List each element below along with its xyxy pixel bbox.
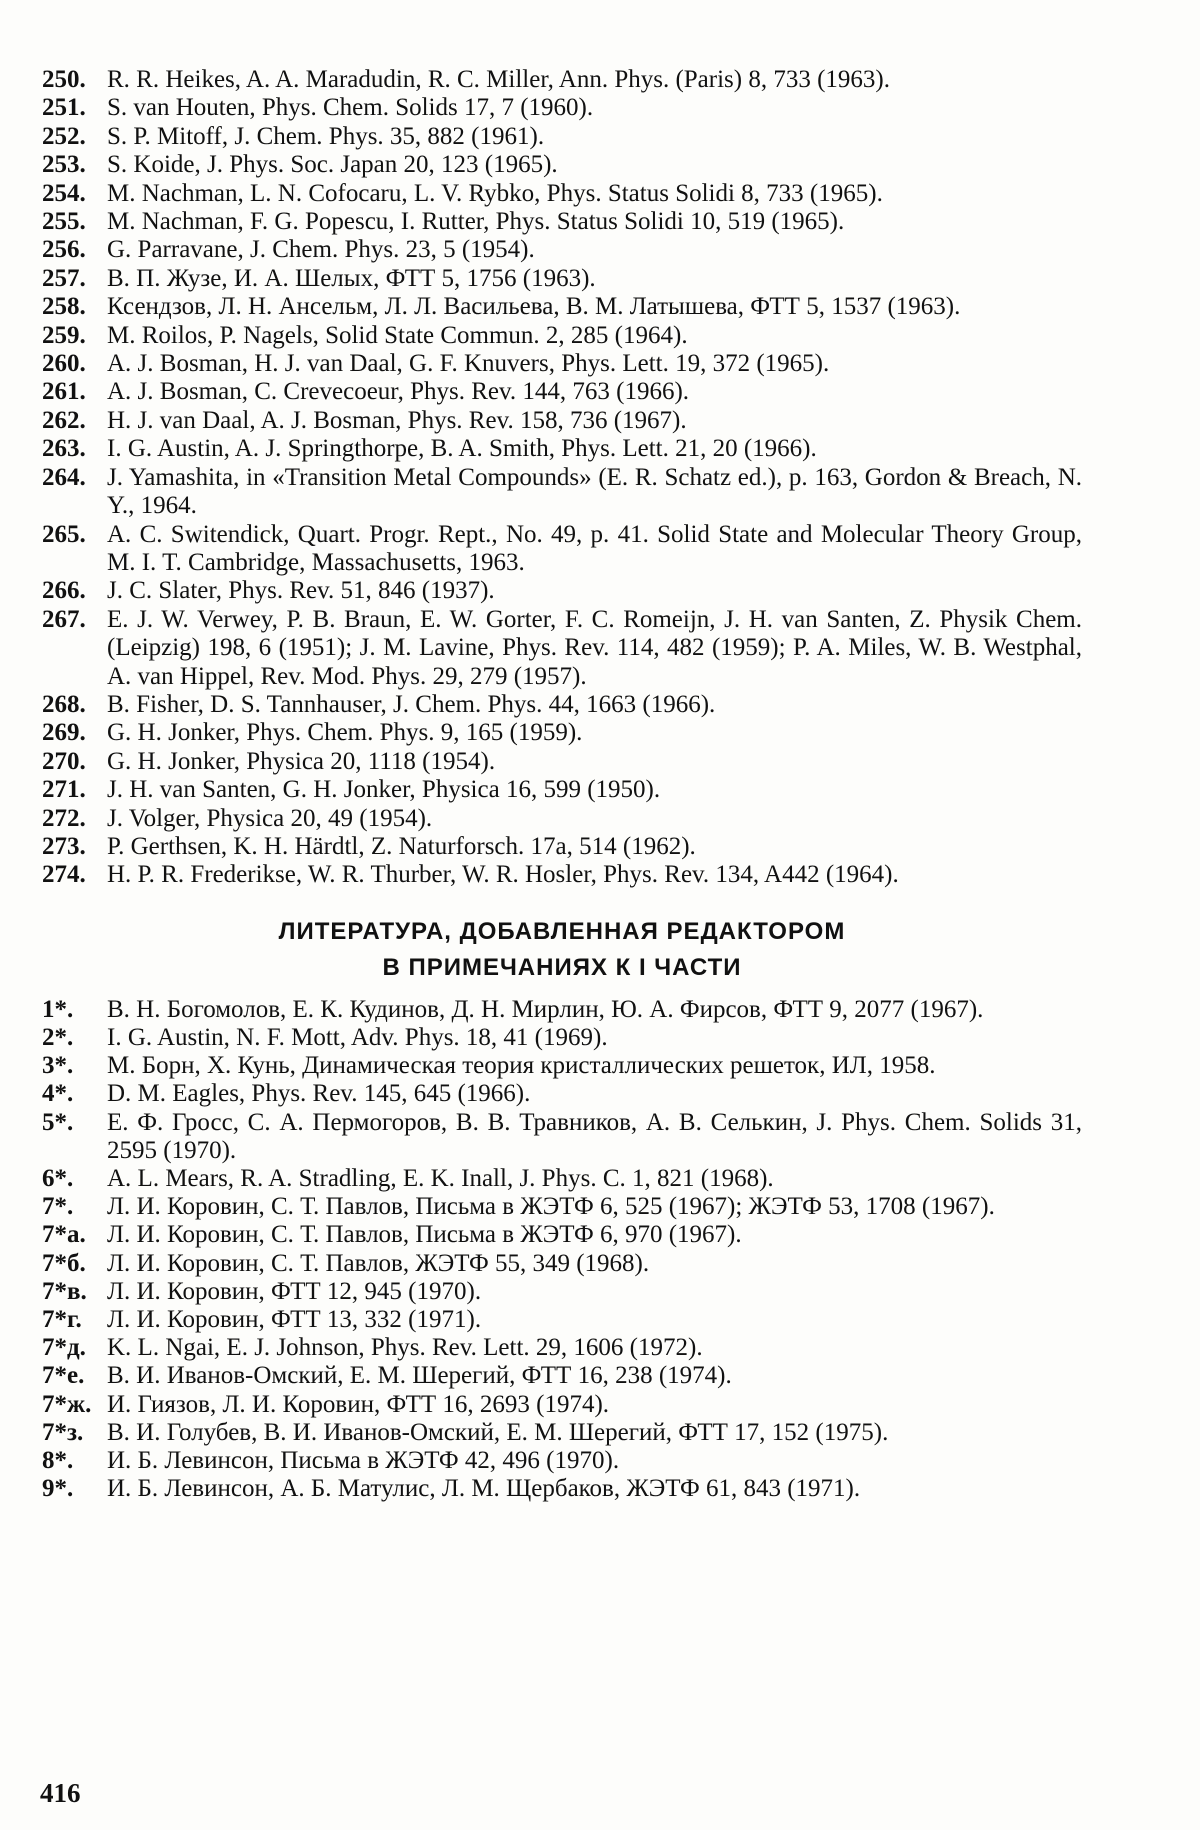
reference-number: 259.	[42, 321, 86, 349]
reference-number: 270.	[42, 747, 86, 775]
reference-number: 6*.	[42, 1165, 74, 1192]
reference-entry	[42, 719, 1082, 747]
reference-number: 9*.	[42, 1475, 74, 1503]
reference-entry	[42, 123, 1082, 151]
reference-entry	[42, 776, 1082, 804]
reference-number: 253.	[42, 151, 86, 179]
reference-entry	[42, 66, 1082, 94]
reference-number: 7*г.	[42, 1306, 82, 1334]
reference-number: 266.	[42, 577, 86, 605]
reference-entry	[42, 293, 1082, 321]
reference-number: 7*а.	[42, 1221, 86, 1249]
reference-text: Л. И. Коровин, ФТТ 13, 332 (1971).	[107, 1306, 482, 1334]
reference-text: A. J. Bosman, C. Crevecoeur, Phys. Rev. 144, 763 (1966).	[107, 378, 690, 406]
reference-entry	[42, 1447, 1082, 1475]
reference-entry	[42, 1362, 1082, 1390]
reference-entry	[42, 1193, 1082, 1221]
reference-number: 273.	[42, 832, 86, 860]
reference-text: J. Yamashita, in «Transition Metal Compounds» (E. R. Schatz ed.), p. 163, Gordon & Breach, N. Y., 1964.	[107, 463, 1082, 520]
reference-text: P. Gerthsen, K. H. Härdtl, Z. Naturforsch. 17a, 514 (1962).	[107, 832, 696, 860]
reference-entry	[42, 833, 1082, 861]
reference-text: H. J. van Daal, A. J. Bosman, Phys. Rev. 158, 736 (1967).	[107, 406, 687, 434]
reference-number: 7*в.	[42, 1277, 87, 1305]
reference-text: A. J. Bosman, H. J. van Daal, G. F. Knuvers, Phys. Lett. 19, 372 (1965).	[107, 350, 830, 378]
reference-entry	[42, 435, 1082, 463]
reference-entry	[42, 805, 1082, 833]
reference-number: 255.	[42, 208, 86, 236]
reference-text: H. P. R. Frederikse, W. R. Thurber, W. R. Hosler, Phys. Rev. 134, A442 (1964).	[107, 861, 899, 889]
reference-entry	[42, 1475, 1082, 1503]
reference-entry	[42, 464, 1082, 521]
reference-entry	[42, 1334, 1082, 1362]
reference-entry	[42, 350, 1082, 378]
reference-list	[42, 66, 1082, 1503]
reference-text: S. van Houten, Phys. Chem. Solids 17, 7 (1960).	[107, 94, 594, 122]
reference-number: 4*.	[42, 1080, 74, 1108]
reference-text: Л. И. Коровин, ФТТ 12, 945 (1970).	[107, 1277, 482, 1305]
reference-entry	[42, 1419, 1082, 1447]
reference-text: S. P. Mitoff, J. Chem. Phys. 35, 882 (1961).	[107, 122, 545, 150]
reference-entry	[42, 236, 1082, 264]
reference-number: 269.	[42, 719, 86, 747]
reference-entry	[42, 748, 1082, 776]
reference-number: 7*з.	[42, 1418, 84, 1446]
reference-entry	[42, 208, 1082, 236]
reference-text: J. H. van Santen, G. H. Jonker, Physica 16, 599 (1950).	[107, 776, 661, 804]
reference-text: G. Parravane, J. Chem. Phys. 23, 5 (1954).	[107, 236, 535, 264]
reference-entry	[42, 180, 1082, 208]
reference-entry	[42, 407, 1082, 435]
reference-text: R. R. Heikes, A. A. Maradudin, R. C. Miller, Ann. Phys. (Paris) 8, 733 (1963).	[107, 66, 891, 93]
reference-text: И. Б. Левинсон, Письма в ЖЭТФ 42, 496 (1970).	[107, 1447, 620, 1475]
editor-references	[42, 996, 1082, 1504]
reference-text: D. M. Eagles, Phys. Rev. 145, 645 (1966).	[107, 1080, 531, 1108]
reference-text: Л. И. Коровин, С. Т. Павлов, ЖЭТФ 55, 349 (1968).	[107, 1249, 650, 1277]
reference-entry	[42, 1306, 1082, 1334]
reference-entry	[42, 265, 1082, 293]
reference-text: В. П. Жузе, И. А. Шелых, ФТТ 5, 1756 (1963).	[107, 264, 596, 292]
reference-text: I. G. Austin, A. J. Springthorpe, B. A. Smith, Phys. Lett. 21, 20 (1966).	[107, 435, 817, 463]
reference-number: 5*.	[42, 1108, 74, 1136]
reference-text: E. J. W. Verwey, P. B. Braun, E. W. Gorter, F. C. Romeijn, J. H. van Santen, Z. Physik Chem. (Leipzig) 198, 6 (1951); J. M. Lavine, Phys. Rev. 114, 482 (1959); P. A. Miles, W. B. Westphal, A. van Hippel, Rev. Mod. Phys. 29, 279 (1957).	[107, 605, 1082, 690]
reference-text: М. Борн, Х. Кунь, Динамическая теория кристаллических решеток, ИЛ, 1958.	[107, 1052, 936, 1080]
section-heading-line-2: В ПРИМЕЧАНИЯХ К I ЧАСТИ	[382, 953, 742, 981]
reference-number: 257.	[42, 264, 86, 292]
section-heading	[42, 914, 1082, 986]
reference-number: 2*.	[42, 1023, 74, 1051]
reference-text: Л. И. Коровин, С. Т. Павлов, Письма в ЖЭТФ 6, 970 (1967).	[107, 1221, 742, 1249]
reference-number: 261.	[42, 378, 86, 406]
reference-number: 264.	[42, 463, 86, 491]
reference-entry	[42, 691, 1082, 719]
reference-number: 250.	[42, 66, 86, 93]
reference-entry	[42, 861, 1082, 889]
reference-entry	[42, 1278, 1082, 1306]
reference-text: I. G. Austin, N. F. Mott, Adv. Phys. 18, 41 (1969).	[107, 1023, 608, 1051]
reference-text: A. C. Switendick, Quart. Progr. Rept., No. 49, p. 41. Solid State and Molecular Theory Group, M. I. T. Cambridge, Massachusetts, 1963.	[107, 520, 1082, 576]
reference-number: 268.	[42, 690, 86, 718]
reference-entry	[42, 1165, 1082, 1193]
reference-number: 1*.	[42, 995, 74, 1023]
reference-text: M. Nachman, F. G. Popescu, I. Rutter, Phys. Status Solidi 10, 519 (1965).	[107, 208, 845, 236]
reference-text: В. И. Иванов-Омский, Е. М. Шерегий, ФТТ 16, 238 (1974).	[107, 1362, 732, 1390]
main-references	[42, 66, 1082, 890]
reference-text: И. Гиязов, Л. И. Коровин, ФТТ 16, 2693 (1974).	[107, 1390, 610, 1418]
reference-number: 7*ж.	[42, 1390, 92, 1418]
reference-entry	[42, 1391, 1082, 1419]
reference-entry	[42, 1221, 1082, 1249]
reference-entry	[42, 94, 1082, 122]
reference-number: 263.	[42, 435, 86, 463]
reference-entry	[42, 1024, 1082, 1052]
reference-text: И. Б. Левинсон, А. Б. Матулис, Л. М. Щербаков, ЖЭТФ 61, 843 (1971).	[107, 1475, 861, 1503]
reference-number: 7*.	[42, 1193, 74, 1221]
reference-entry	[42, 378, 1082, 406]
reference-number: 8*.	[42, 1447, 74, 1475]
reference-entry	[42, 996, 1082, 1024]
reference-entry	[42, 151, 1082, 179]
reference-text: J. Volger, Physica 20, 49 (1954).	[107, 804, 433, 832]
reference-number: 274.	[42, 861, 86, 889]
reference-number: 254.	[42, 179, 86, 207]
reference-number: 3*.	[42, 1052, 74, 1080]
page-number: 416	[40, 1778, 81, 1808]
reference-number: 265.	[42, 520, 86, 548]
reference-number: 271.	[42, 776, 86, 804]
reference-text: S. Koide, J. Phys. Soc. Japan 20, 123 (1965).	[107, 151, 558, 179]
reference-text: B. Fisher, D. S. Tannhauser, J. Chem. Phys. 44, 1663 (1966).	[107, 690, 716, 718]
reference-entry	[42, 606, 1082, 691]
reference-entry	[42, 1052, 1082, 1080]
reference-text: Е. Ф. Гросс, С. А. Пермогоров, В. В. Травников, А. В. Селькин, J. Phys. Chem. Solids 31, 2595 (1970).	[107, 1108, 1082, 1164]
reference-entry	[42, 322, 1082, 350]
reference-text: M. Roilos, P. Nagels, Solid State Commun. 2, 285 (1964).	[107, 321, 688, 349]
reference-number: 251.	[42, 94, 86, 122]
reference-number: 258.	[42, 293, 86, 321]
reference-text: Ксендзов, Л. Н. Ансельм, Л. Л. Васильева, В. М. Латышева, ФТТ 5, 1537 (1963).	[107, 293, 961, 321]
reference-number: 7*д.	[42, 1334, 86, 1362]
reference-text: G. H. Jonker, Physica 20, 1118 (1954).	[107, 747, 496, 775]
reference-number: 260.	[42, 350, 86, 378]
reference-number: 262.	[42, 406, 86, 434]
reference-entry	[42, 577, 1082, 605]
reference-entry	[42, 1109, 1082, 1165]
reference-text: В. Н. Богомолов, Е. К. Кудинов, Д. Н. Мирлин, Ю. А. Фирсов, ФТТ 9, 2077 (1967).	[107, 995, 984, 1023]
reference-text: Л. И. Коровин, С. Т. Павлов, Письма в ЖЭТФ 6, 525 (1967); ЖЭТФ 53, 1708 (1967).	[107, 1193, 995, 1221]
reference-entry	[42, 1080, 1082, 1108]
reference-text: G. H. Jonker, Phys. Chem. Phys. 9, 165 (1959).	[107, 719, 583, 747]
section-heading-line-1: ЛИТЕРАТУРА, ДОБАВЛЕННАЯ РЕДАКТОРОМ	[278, 917, 846, 945]
reference-entry	[42, 521, 1082, 578]
reference-text: A. L. Mears, R. A. Stradling, E. K. Inall, J. Phys. C. 1, 821 (1968).	[107, 1165, 774, 1192]
reference-number: 252.	[42, 122, 86, 150]
reference-text: K. L. Ngai, E. J. Johnson, Phys. Rev. Lett. 29, 1606 (1972).	[107, 1334, 703, 1362]
reference-number: 272.	[42, 804, 86, 832]
reference-number: 267.	[42, 605, 86, 633]
reference-number: 256.	[42, 236, 86, 264]
reference-text: J. C. Slater, Phys. Rev. 51, 846 (1937).	[107, 577, 495, 605]
reference-text: M. Nachman, L. N. Cofocaru, L. V. Rybko, Phys. Status Solidi 8, 733 (1965).	[107, 179, 883, 207]
reference-text: В. И. Голубев, В. И. Иванов-Омский, Е. М. Шерегий, ФТТ 17, 152 (1975).	[107, 1418, 889, 1446]
reference-number: 7*б.	[42, 1249, 86, 1277]
reference-entry	[42, 1250, 1082, 1278]
reference-number: 7*е.	[42, 1362, 85, 1390]
